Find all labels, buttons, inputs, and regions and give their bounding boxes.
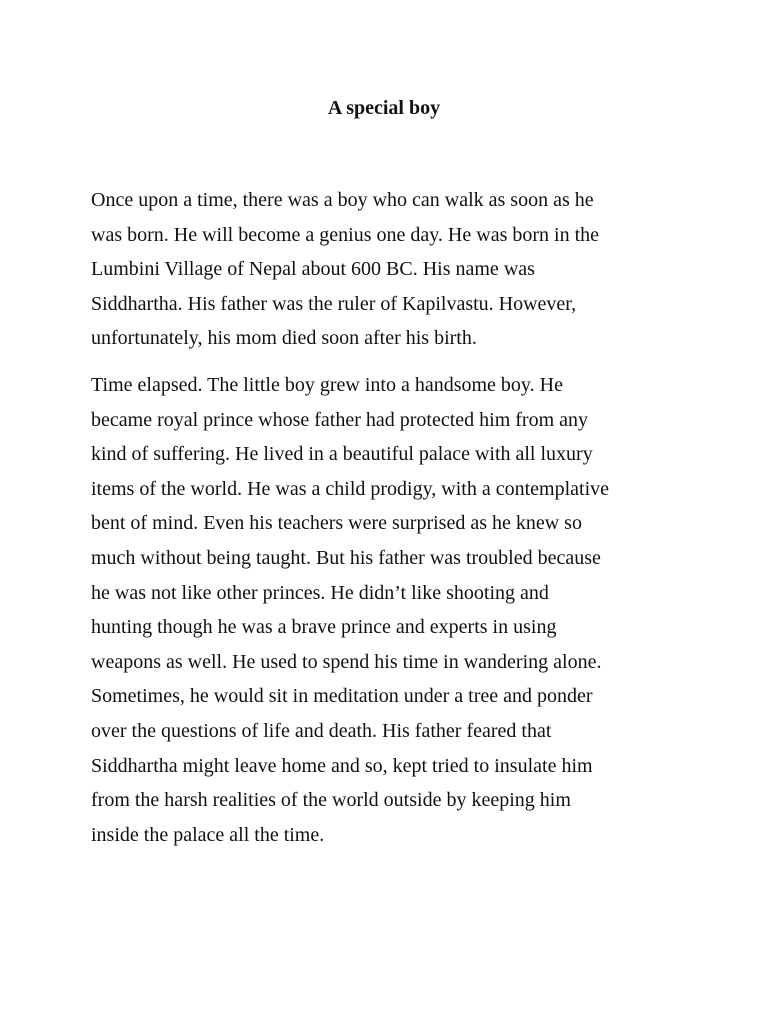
paragraph-2 — [91, 368, 691, 852]
text-line: was born. He will become a genius one day. He was born in the — [91, 223, 600, 246]
document-title: A special boy — [327, 97, 441, 119]
text-line: over the questions of life and death. His father feared that — [91, 719, 552, 742]
text-line: items of the world. He was a child prodigy, with a contemplative — [91, 477, 610, 500]
text-line: kind of suffering. He lived in a beautiful palace with all luxury — [91, 443, 593, 466]
text-line: hunting though he was a brave prince and experts in using — [91, 616, 557, 639]
text-line: bent of mind. Even his teachers were surprised as he knew so — [91, 512, 582, 535]
text-line: unfortunately, his mom died soon after his birth. — [91, 327, 477, 350]
text-line: Siddhartha. His father was the ruler of Kapilvastu. However, — [91, 292, 577, 315]
document-body — [91, 183, 691, 852]
text-line: Sometimes, he would sit in meditation under a tree and ponder — [91, 685, 593, 708]
text-line: Once upon a time, there was a boy who can walk as soon as he — [91, 189, 594, 211]
text-line: became royal prince whose father had protected him from any — [91, 408, 589, 431]
text-line: Time elapsed. The little boy grew into a handsome boy. He — [91, 373, 563, 396]
text-line: from the harsh realities of the world outside by keeping him — [91, 789, 571, 812]
paragraph-1 — [91, 183, 691, 356]
text-line: inside the palace all the time. — [91, 823, 325, 846]
text-line: much without being taught. But his father was troubled because — [91, 546, 601, 569]
text-line: Siddhartha might leave home and so, kept tried to insulate him — [91, 754, 593, 777]
text-line: he was not like other princes. He didn’t like shooting and — [91, 581, 549, 604]
text-line: Lumbini Village of Nepal about 600 BC. His name was — [91, 258, 535, 281]
text-line: weapons as well. He used to spend his time in wandering alone. — [91, 650, 602, 673]
